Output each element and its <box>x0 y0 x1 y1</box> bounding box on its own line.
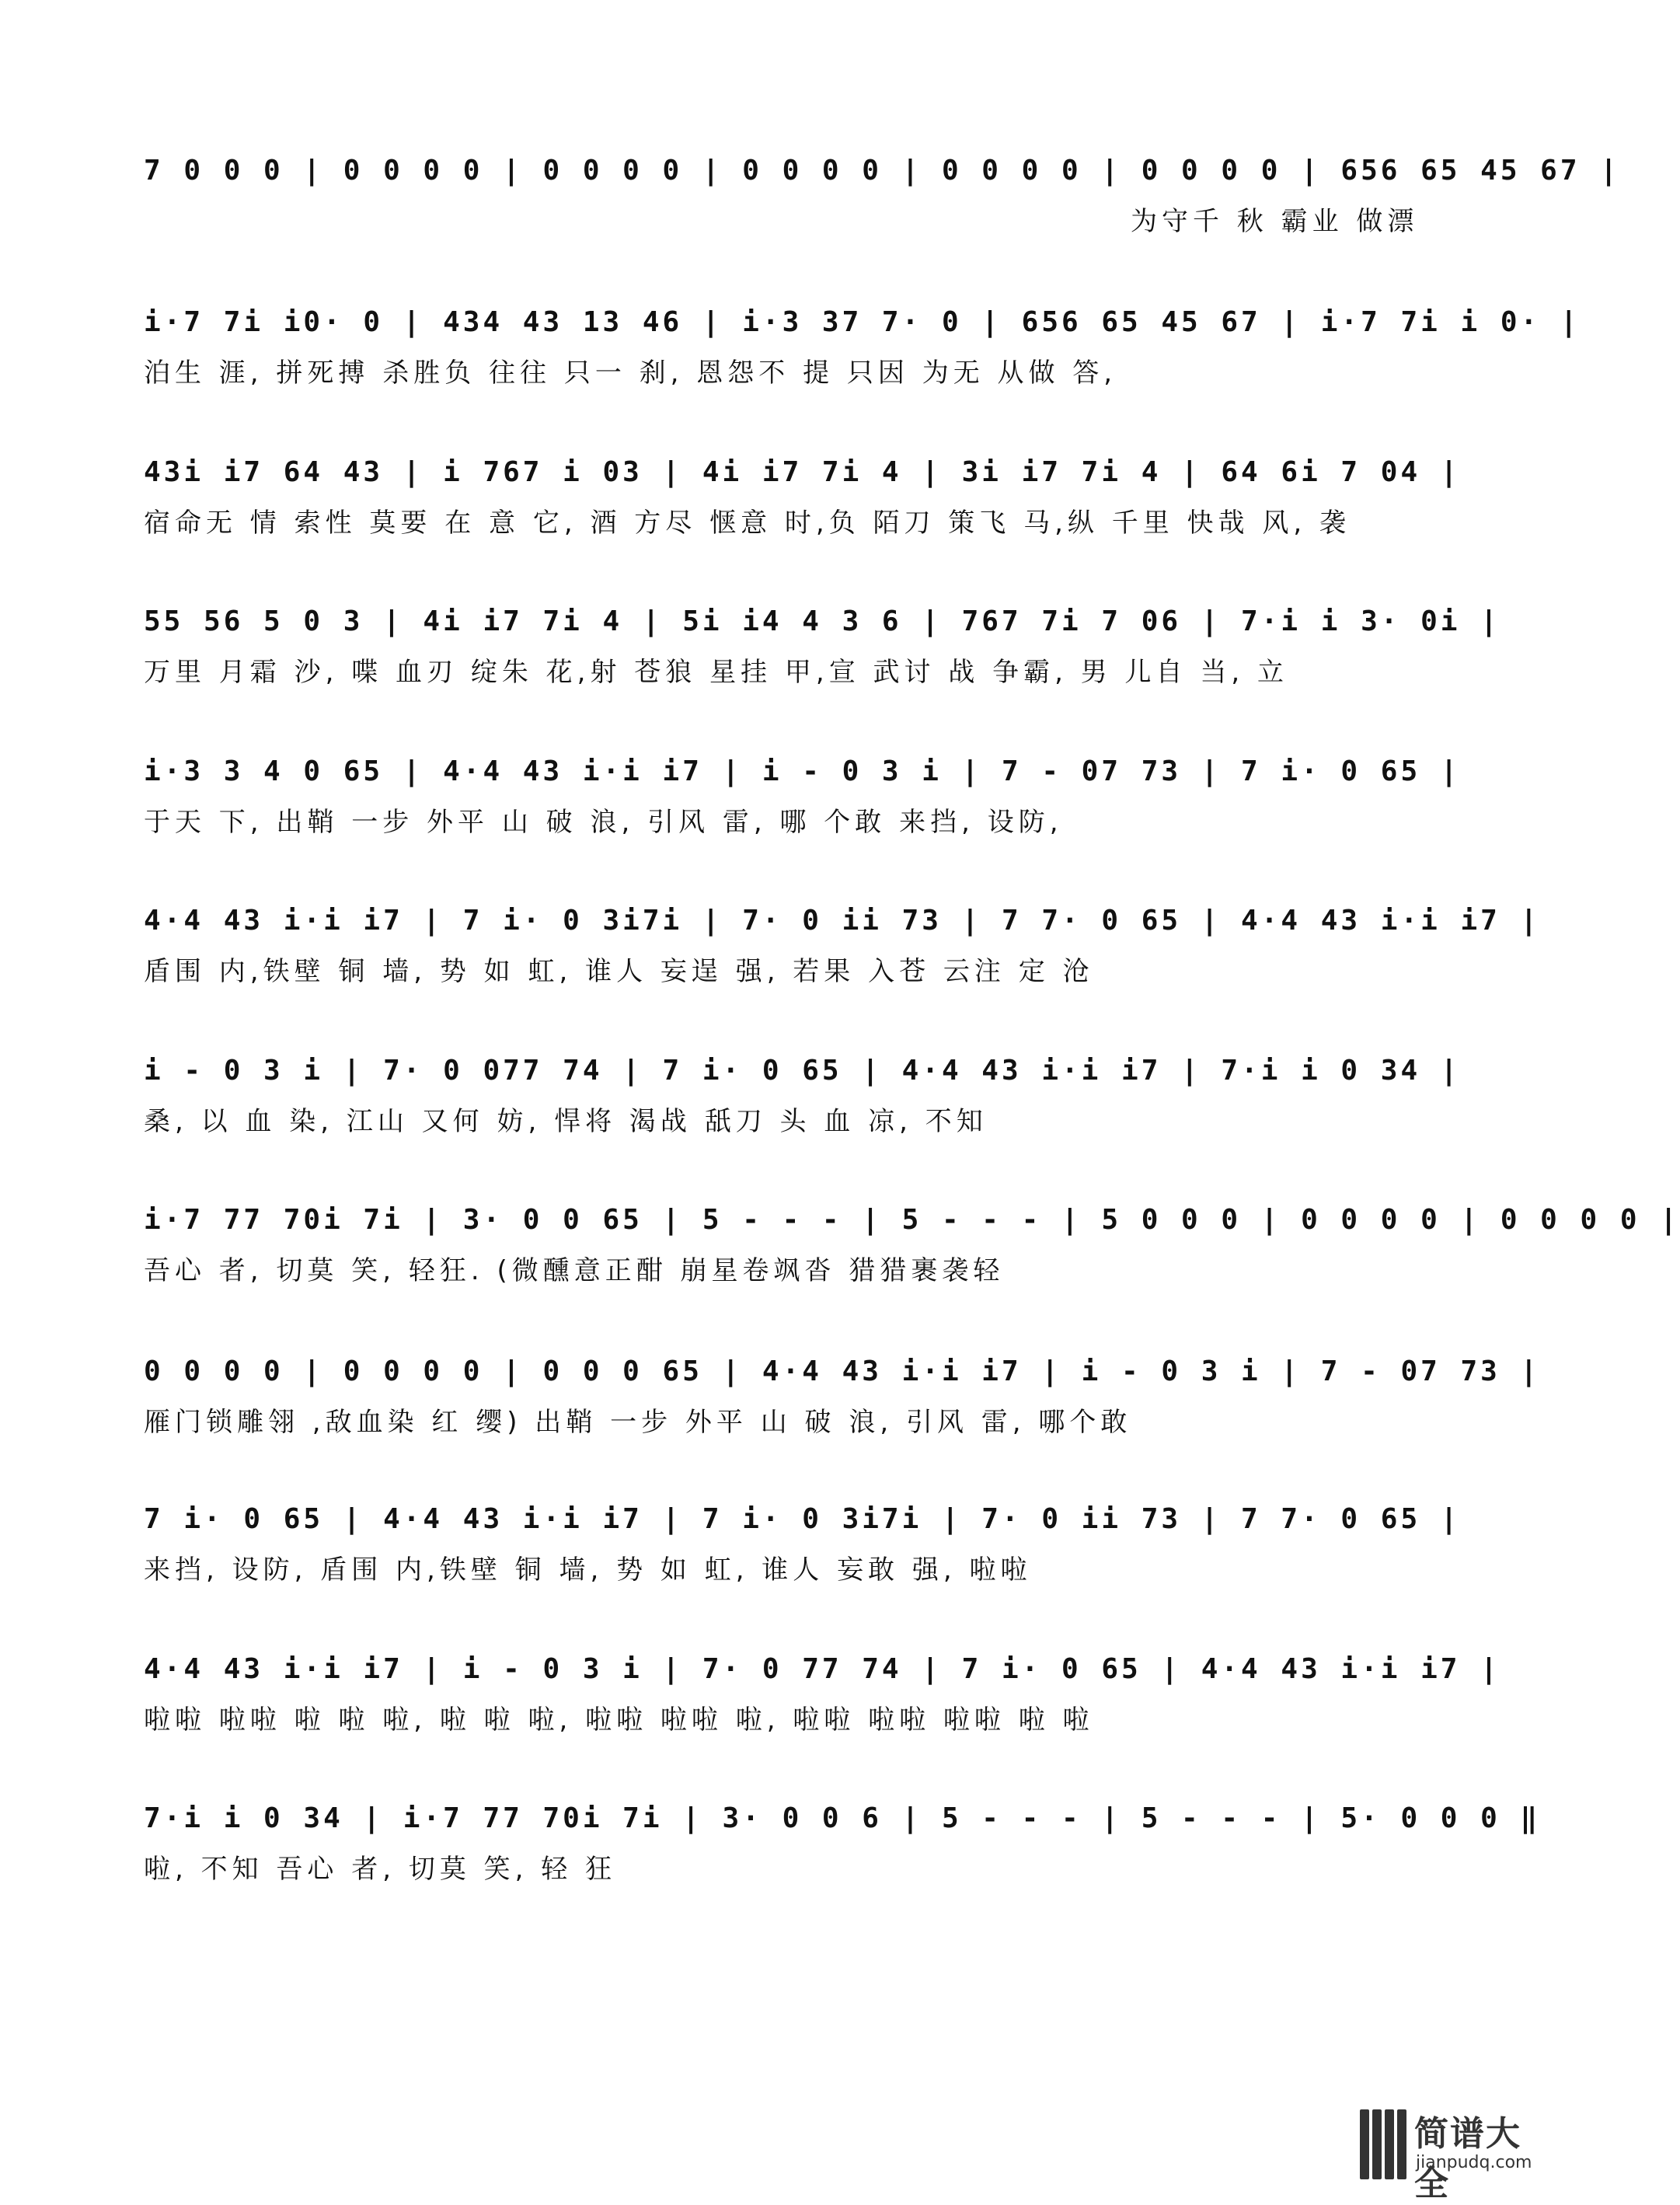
notation-line: 0 0 0 0 | 0 0 0 0 | 0 0 0 65 | 4·4 43 i·i i7 | i - 0 3 i | 7 - 07 73 | <box>144 1355 1541 1387</box>
notation-line: 55 56 5 0 3 | 4i i7 7i 4 | 5i i4 4 3 6 | 767 7i 7 06 | 7·i i 3· 0i | <box>144 605 1500 637</box>
score-system <box>144 148 1620 241</box>
lyrics-line: 啦啦 啦啦 啦 啦 啦, 啦 啦 啦, 啦啦 啦啦 啦, 啦啦 啦啦 啦啦 啦 啦 <box>144 1704 1094 1736</box>
notation-line: 7 i· 0 65 | 4·4 43 i·i i7 | 7 i· 0 3i7i | 7· 0 ii 73 | 7 7· 0 65 | <box>144 1503 1461 1535</box>
piano-keys-icon <box>1360 2109 1406 2179</box>
lyrics-line: 于天 下, 出鞘 一步 外平 山 破 浪, 引风 雷, 哪 个敢 来挡, 设防, <box>144 807 1063 838</box>
score-system <box>144 598 1500 692</box>
notation-line: 4·4 43 i·i i7 | 7 i· 0 3i7i | 7· 0 ii 73 | 7 7· 0 65 | 4·4 43 i·i i7 | <box>144 905 1541 937</box>
watermark-brand: 简谱大全 <box>1414 2114 1521 2203</box>
score-system <box>144 1348 1541 1442</box>
score-system <box>144 1048 1461 1141</box>
score-system <box>144 898 1541 991</box>
notation-line: 7 0 0 0 | 0 0 0 0 | 0 0 0 0 | 0 0 0 0 | 0 0 0 0 | 0 0 0 0 | 656 65 45 67 | <box>144 155 1620 187</box>
score-system <box>144 1496 1461 1589</box>
notation-line: i·7 77 70i 7i | 3· 0 0 65 | 5 - - - | 5 - - - | 5 0 0 0 | 0 0 0 0 | 0 0 0 0 | <box>144 1204 1680 1236</box>
score-system <box>144 748 1461 842</box>
lyrics-line: 吾心 者, 切莫 笑, 轻狂. (微醺意正酣 崩星卷飒沓 猎猎裹袭轻 <box>144 1255 1005 1286</box>
lyrics-line: 盾围 内,铁壁 铜 墙, 势 如 虹, 谁人 妄逞 强, 若果 入苍 云注 定 沧 <box>144 956 1094 987</box>
score-system <box>144 1646 1500 1739</box>
lyrics-line: 桑, 以 血 染, 江山 又何 妨, 悍将 渴战 舐刀 头 血 凉, 不知 <box>144 1106 988 1137</box>
score-system <box>144 299 1581 393</box>
notation-line: 43i i7 64 43 | i 767 i 03 | 4i i7 7i 4 | 3i i7 7i 4 | 64 6i 7 04 | <box>144 456 1461 488</box>
lyrics-line: 万里 月霜 沙, 喋 血刃 绽朱 花,射 苍狼 星挂 甲,宣 武讨 战 争霸, 男 儿自 当, 立 <box>144 657 1288 688</box>
lyrics-line: 宿命无 情 索性 莫要 在 意 它, 酒 方尽 惬意 时,负 陌刀 策飞 马,纵 千里 快哉 风, 袭 <box>144 508 1351 539</box>
score-system <box>144 449 1461 543</box>
lyrics-line: 雁门锁雕翎 ,敌血染 红 缨) 出鞘 一步 外平 山 破 浪, 引风 雷, 哪个敢 <box>144 1407 1132 1438</box>
score-system <box>144 1197 1680 1290</box>
notation-line: 7·i i 0 34 | i·7 77 70i 7i | 3· 0 0 6 | 5 - - - | 5 - - - | 5· 0 0 0 ‖ <box>144 1802 1541 1834</box>
notation-line: 4·4 43 i·i i7 | i - 0 3 i | 7· 0 77 74 | 7 i· 0 65 | 4·4 43 i·i i7 | <box>144 1653 1500 1685</box>
notation-line: i·3 3 4 0 65 | 4·4 43 i·i i7 | i - 0 3 i | 7 - 07 73 | 7 i· 0 65 | <box>144 755 1461 787</box>
lyrics-line: 为守千 秋 霸业 做漂 <box>1131 206 1419 237</box>
notation-line: i·7 7i i0· 0 | 434 43 13 46 | i·3 37 7· 0 | 656 65 45 67 | i·7 7i i 0· | <box>144 306 1581 338</box>
notation-line: i - 0 3 i | 7· 0 077 74 | 7 i· 0 65 | 4·4 43 i·i i7 | 7·i i 0 34 | <box>144 1055 1461 1087</box>
lyrics-line: 来挡, 设防, 盾围 内,铁壁 铜 墙, 势 如 虹, 谁人 妄敢 强, 啦啦 <box>144 1554 1032 1586</box>
lyrics-line: 啦, 不知 吾心 者, 切莫 笑, 轻 狂 <box>144 1854 617 1885</box>
site-watermark <box>1360 2102 1539 2203</box>
lyrics-line: 泊生 涯, 拼死搏 杀胜负 往往 只一 刹, 恩怨不 提 只因 为无 从做 答, <box>144 358 1117 389</box>
score-system <box>144 1795 1541 1889</box>
watermark-url: jianpudq.com <box>1416 2153 1532 2172</box>
